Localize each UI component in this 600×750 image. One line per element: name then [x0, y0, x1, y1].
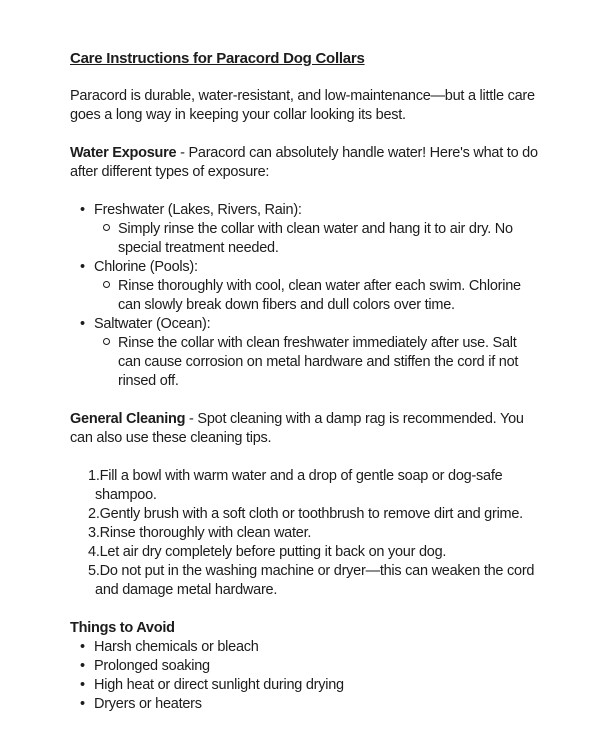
document-title: Care Instructions for Paracord Dog Collars	[70, 50, 365, 67]
exposure-item-label: Chlorine (Pools):	[94, 259, 198, 275]
exposure-sublist	[94, 277, 540, 315]
exposure-item-chlorine	[70, 258, 540, 315]
water-exposure-heading: Water Exposure	[70, 145, 177, 161]
cleaning-step: Rinse thoroughly with clean water.	[99, 525, 312, 541]
general-cleaning-paragraph	[70, 410, 540, 448]
cleaning-step: Do not put in the washing machine or dryer—this can weaken the cord and damage metal hardware.	[95, 563, 535, 598]
exposure-item-label: Saltwater (Ocean):	[94, 316, 211, 332]
avoid-item: • Prolonged soaking	[70, 657, 540, 676]
general-cleaning-lead: - Spot cleaning with a damp rag is recommended. You can also use these cleaning tips.	[70, 411, 524, 446]
avoid-item: • Dryers or heaters	[70, 695, 540, 714]
cleaning-step: Fill a bowl with warm water and a drop of gentle soap or dog-safe shampoo.	[95, 468, 503, 503]
exposure-item-saltwater	[70, 315, 540, 391]
things-to-avoid-heading: Things to Avoid	[70, 620, 175, 636]
exposure-item-detail: Simply rinse the collar with clean water and hang it to air dry. No special treatment needed.	[94, 220, 540, 258]
exposure-sublist	[94, 220, 540, 258]
general-cleaning-heading: General Cleaning	[70, 411, 186, 427]
cleaning-steps-list	[70, 467, 540, 600]
water-exposure-lead: - Paracord can absolutely handle water! Here's what to do after different types of exposure:	[70, 145, 538, 180]
exposure-sublist	[94, 334, 540, 391]
exposure-item-detail: Rinse the collar with clean freshwater immediately after use. Salt can cause corrosion on metal hardware and stiffen the cord if not rinsed off.	[94, 334, 540, 391]
water-exposure-paragraph	[70, 144, 540, 182]
cleaning-step: Let air dry completely before putting it back on your dog.	[99, 544, 447, 560]
things-to-avoid-list	[70, 638, 540, 714]
exposure-item-detail: Rinse thoroughly with cool, clean water after each swim. Chlorine can slowly break down fibers and dull colors over time.	[94, 277, 540, 315]
exposure-item-freshwater	[70, 201, 540, 258]
avoid-item: • Harsh chemicals or bleach	[70, 638, 540, 657]
avoid-item: • High heat or direct sunlight during drying	[70, 676, 540, 695]
exposure-item-label: Freshwater (Lakes, Rivers, Rain):	[94, 202, 302, 218]
water-exposure-list	[70, 201, 540, 391]
cleaning-step: Gently brush with a soft cloth or toothbrush to remove dirt and grime.	[99, 506, 523, 522]
intro-paragraph: Paracord is durable, water-resistant, and low-maintenance—but a little care goes a long way in keeping your collar looking its best.	[70, 88, 535, 123]
